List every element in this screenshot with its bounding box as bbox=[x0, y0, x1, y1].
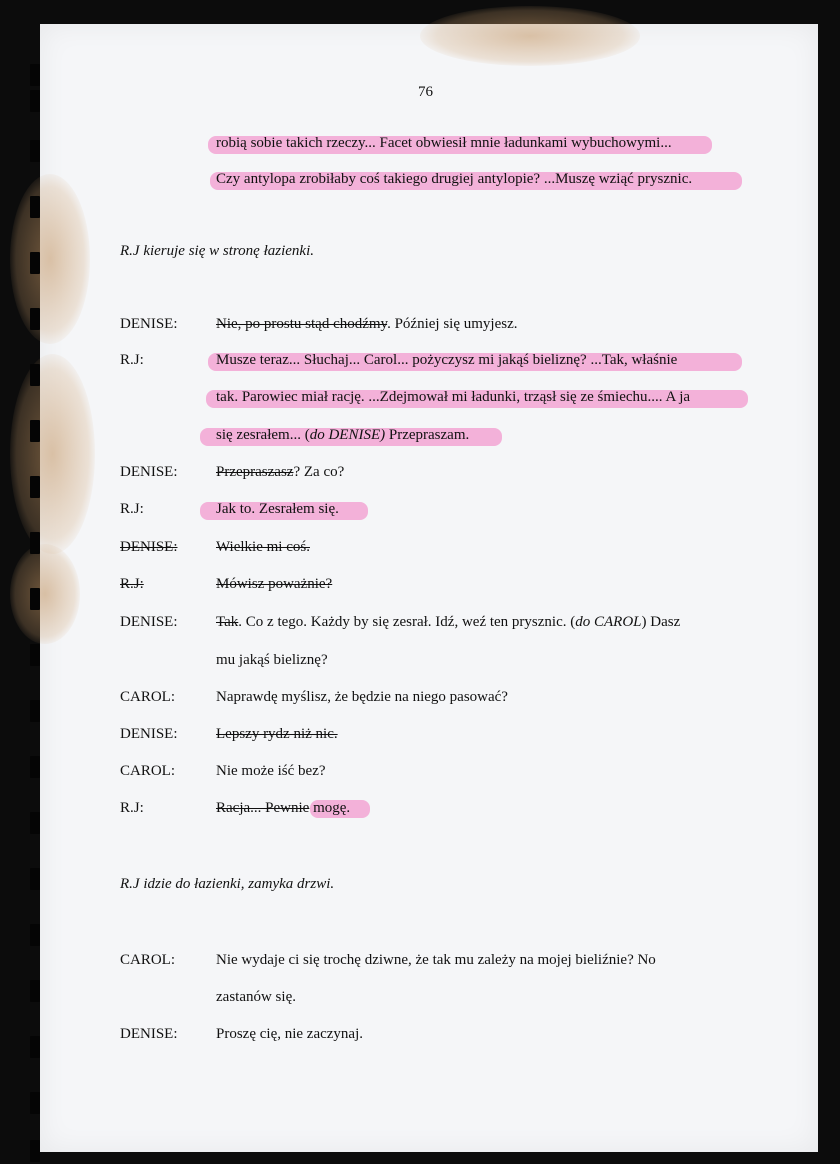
dialogue-line: Naprawdę myślisz, że będzie na niego pasować? bbox=[216, 689, 508, 705]
speaker-name: CAROL: bbox=[120, 763, 176, 779]
binding-hole bbox=[30, 140, 40, 162]
speaker-name: DENISE: bbox=[120, 614, 178, 630]
speaker-name: DENISE: bbox=[120, 316, 178, 332]
binding-hole bbox=[30, 588, 40, 610]
water-stain-top bbox=[420, 6, 640, 66]
dialogue-text: się zesrałem... ( bbox=[216, 427, 310, 443]
binding-hole bbox=[30, 756, 40, 778]
speaker-name: CAROL: bbox=[120, 952, 176, 968]
page-number: 76 bbox=[418, 84, 433, 100]
dialogue-line: Mówisz poważnie? bbox=[216, 576, 333, 592]
dialogue-text: Przepraszam. bbox=[385, 427, 470, 443]
binding-hole bbox=[30, 980, 40, 1002]
speaker-name: CAROL: bbox=[120, 689, 176, 705]
binding-hole bbox=[30, 476, 40, 498]
struck-text: Racja... Pewnie bbox=[216, 800, 310, 816]
stage-direction: R.J idzie do łazienki, zamyka drzwi. bbox=[120, 876, 335, 892]
dialogue-line: Musze teraz... Słuchaj... Carol... pożyczysz mi jakąś bieliznę? ...Tak, właśnie bbox=[216, 352, 678, 368]
dialogue-text: ? Za co? bbox=[293, 464, 345, 480]
dialogue-line: Wielkie mi coś. bbox=[216, 539, 310, 555]
binding-hole bbox=[30, 532, 40, 554]
dialogue-line bbox=[216, 426, 469, 444]
dialogue-line: zastanów się. bbox=[216, 989, 296, 1005]
binding-hole bbox=[30, 644, 40, 666]
binding-holes bbox=[0, 0, 46, 1164]
dialogue-line: mu jakąś bieliznę? bbox=[216, 652, 328, 668]
dialogue-line bbox=[216, 315, 518, 333]
dialogue-line: Nie wydaje ci się trochę dziwne, że tak mu zależy na mojej bieliźnie? No bbox=[216, 952, 656, 968]
dialogue-line bbox=[216, 613, 680, 631]
binding-hole bbox=[30, 812, 40, 834]
binding-hole bbox=[30, 1036, 40, 1058]
struck-text: Nie, po prostu stąd chodźmy bbox=[216, 316, 388, 332]
dialogue-line: Jak to. Zesrałem się. bbox=[216, 501, 339, 517]
stage-direction: R.J kieruje się w stronę łazienki. bbox=[120, 243, 314, 259]
script-page bbox=[40, 24, 818, 1152]
binding-hole bbox=[30, 364, 40, 386]
struck-text: Przepraszasz bbox=[216, 464, 294, 480]
binding-hole bbox=[30, 90, 40, 112]
struck-text: Tak bbox=[216, 614, 239, 630]
dialogue-line: Proszę cię, nie zaczynaj. bbox=[216, 1026, 364, 1042]
binding-hole bbox=[30, 308, 40, 330]
binding-hole bbox=[30, 196, 40, 218]
dialogue-text: . Co z tego. Każdy by się zesrał. Idź, weź ten prysznic. ( bbox=[238, 614, 576, 630]
binding-hole bbox=[30, 1140, 40, 1162]
speaker-name: DENISE: bbox=[120, 539, 178, 555]
dialogue-line bbox=[216, 799, 350, 817]
binding-hole bbox=[30, 420, 40, 442]
dialogue-line: robią sobie takich rzeczy... Facet obwiesił mnie ładunkami wybuchowymi... bbox=[216, 135, 672, 151]
dialogue-line: tak. Parowiec miał rację. ...Zdejmował mi ładunki, trząsł się ze śmiechu.... A ja bbox=[216, 389, 691, 405]
binding-hole bbox=[30, 924, 40, 946]
parenthetical: do CAROL bbox=[575, 614, 642, 630]
dialogue-text: mogę. bbox=[309, 800, 351, 816]
dialogue-line bbox=[216, 463, 344, 481]
speaker-name: DENISE: bbox=[120, 726, 178, 742]
binding-hole bbox=[30, 868, 40, 890]
dialogue-line: Lepszy rydz niż nic. bbox=[216, 726, 338, 742]
parenthetical: do DENISE) bbox=[309, 427, 386, 443]
speaker-name: DENISE: bbox=[120, 1026, 178, 1042]
speaker-name: DENISE: bbox=[120, 464, 178, 480]
dialogue-text: . Później się umyjesz. bbox=[387, 316, 518, 332]
speaker-name: R.J: bbox=[120, 800, 144, 816]
dialogue-line: Nie może iść bez? bbox=[216, 763, 326, 779]
binding-hole bbox=[30, 1092, 40, 1114]
dialogue-text: ) Dasz bbox=[641, 614, 681, 630]
dialogue-line: Czy antylopa zrobiłaby coś takiego drugiej antylopie? ...Muszę wziąć prysznic. bbox=[216, 171, 693, 187]
binding-hole bbox=[30, 64, 40, 86]
speaker-name: R.J: bbox=[120, 576, 144, 592]
binding-hole bbox=[30, 700, 40, 722]
speaker-name: R.J: bbox=[120, 352, 144, 368]
speaker-name: R.J: bbox=[120, 501, 144, 517]
binding-hole bbox=[30, 252, 40, 274]
